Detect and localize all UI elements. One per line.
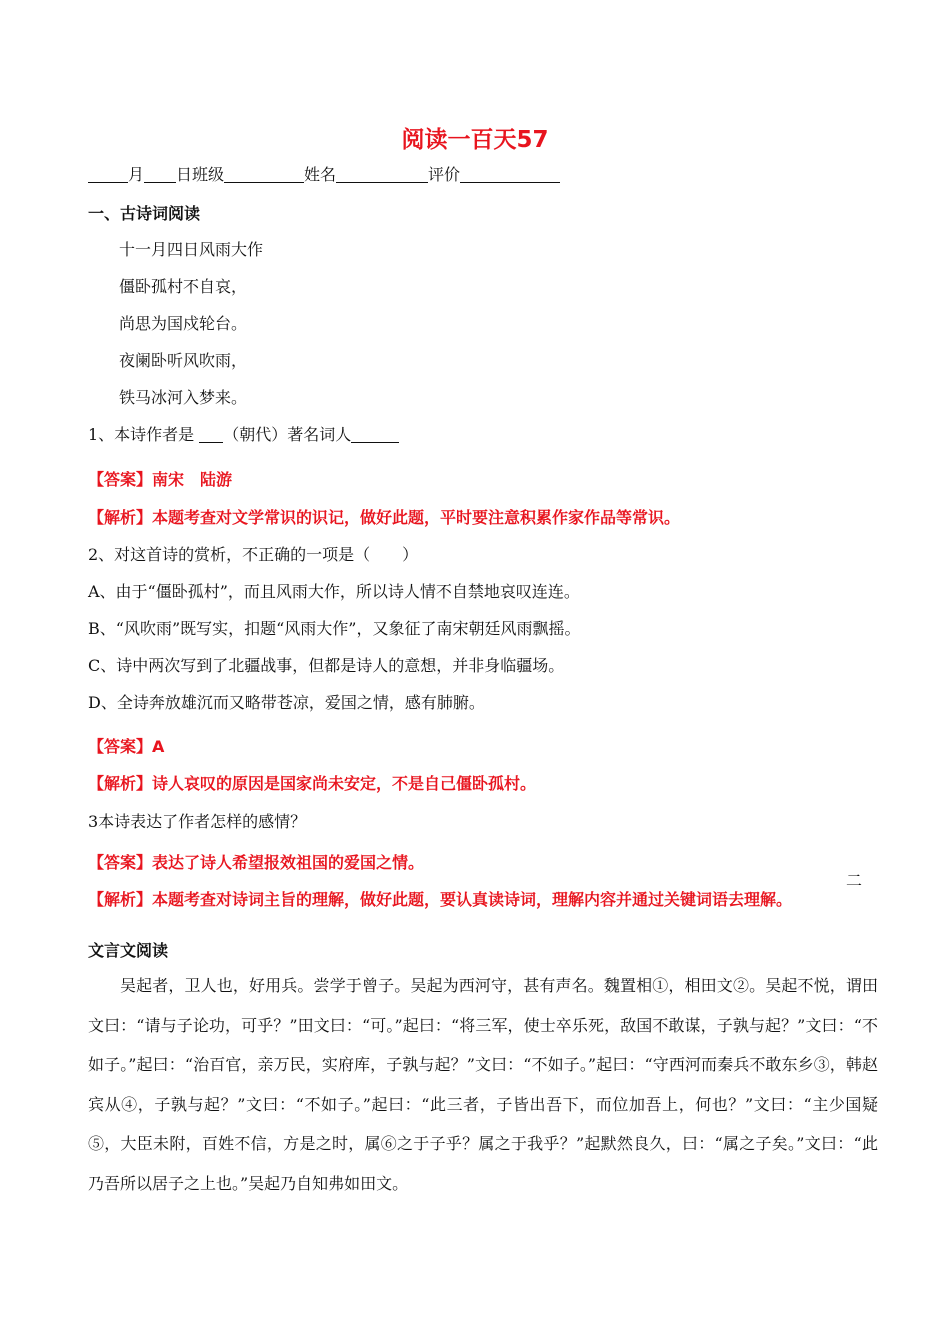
dynasty-blank[interactable] xyxy=(199,426,223,443)
option-b: B、“风吹雨”既写实，扣题“风雨大作”，又象征了南宋朝廷风雨飘摇。 xyxy=(88,619,581,638)
question-3: 3本诗表达了作者怎样的感情？ xyxy=(88,812,307,831)
analysis-3: 【解析】本题考查对诗词主旨的理解，做好此题，要认真读诗词，理解内容并通过关键词语去理解。 xyxy=(88,890,793,909)
classical-text: 吴起者，卫人也，好用兵。尝学于曾子。吴起为西河守，甚有声名。魏置相①，相田文②。吴起不悦，谓田文曰：“请与子论功，可乎？”田文曰：“可。”起曰：“将三军，使士卒乐死，敌国不敢谋，子孰与起？”文曰：“不如子。”起曰：“治百官，亲万民，实府库，子孰与起？”文曰：“不如子。”起曰：“守西河而秦兵不敢东乡③，韩赵宾从④，子孰与起？”文曰：“不如子。”起曰：“此三者，子皆出吾下，而位加吾上，何也？”文曰：“主少国疑⑤，大臣未附，百姓不信，方是之时，属⑥之于子乎？属之于我乎？”起默然良久，曰：“属之子矣。”文曰：“此乃吾所以居子之上也。”吴起乃自知弗如田文。 xyxy=(88,976,878,1193)
option-c: C、诗中两次写到了北疆战事，但都是诗人的意想，并非身临疆场。 xyxy=(88,656,565,675)
section-heading-poetry: 一、古诗词阅读 xyxy=(88,204,201,223)
answer-3: 【答案】表达了诗人希望报效祖国的爱国之情。 xyxy=(88,853,425,872)
question-1 xyxy=(88,422,399,445)
question-1-middle: （朝代）著名词人 xyxy=(223,425,352,444)
eval-blank[interactable] xyxy=(460,166,560,183)
poem-title: 十一月四日风雨大作 xyxy=(119,240,264,259)
page-title: 阅读一百天57 xyxy=(401,127,549,153)
poem-line: 僵卧孤村不自哀， xyxy=(119,277,248,296)
class-blank[interactable] xyxy=(224,166,304,183)
eval-label: 评价 xyxy=(428,165,461,184)
section-heading-classical: 文言文阅读 xyxy=(88,941,169,960)
day-class-label: 日班级 xyxy=(176,165,225,184)
poem-line: 尚思为国戍轮台。 xyxy=(119,314,248,333)
poem-line: 铁马冰河入梦来。 xyxy=(119,388,248,407)
analysis-2: 【解析】诗人哀叹的原因是国家尚未安定，不是自己僵卧孤村。 xyxy=(88,774,537,793)
name-label: 姓名 xyxy=(304,165,337,184)
question-2: 2、对这首诗的赏析，不正确的一项是（ ） xyxy=(88,545,419,564)
poem-line: 夜阑卧听风吹雨， xyxy=(119,351,248,370)
analysis-1: 【解析】本题考查对文学常识的识记，做好此题，平时要注意积累作家作品等常识。 xyxy=(88,508,681,527)
name-blank[interactable] xyxy=(336,166,428,183)
day-blank[interactable] xyxy=(144,166,176,183)
answer-1: 【答案】南宋 陆游 xyxy=(88,470,233,489)
question-1-prefix: 1、本诗作者是 xyxy=(88,425,195,444)
option-a: A、由于“僵卧孤村”，而且风雨大作，所以诗人情不自禁地哀叹连连。 xyxy=(88,582,580,601)
stray-mark: 二 xyxy=(846,871,863,890)
option-d: D、全诗奔放雄沉而又略带苍凉，爱国之情，感有肺腑。 xyxy=(88,693,485,712)
month-blank[interactable] xyxy=(88,166,128,183)
poet-blank[interactable] xyxy=(351,426,399,443)
student-info-line xyxy=(88,162,560,185)
answer-2: 【答案】A xyxy=(88,737,165,756)
month-label: 月 xyxy=(128,165,145,184)
